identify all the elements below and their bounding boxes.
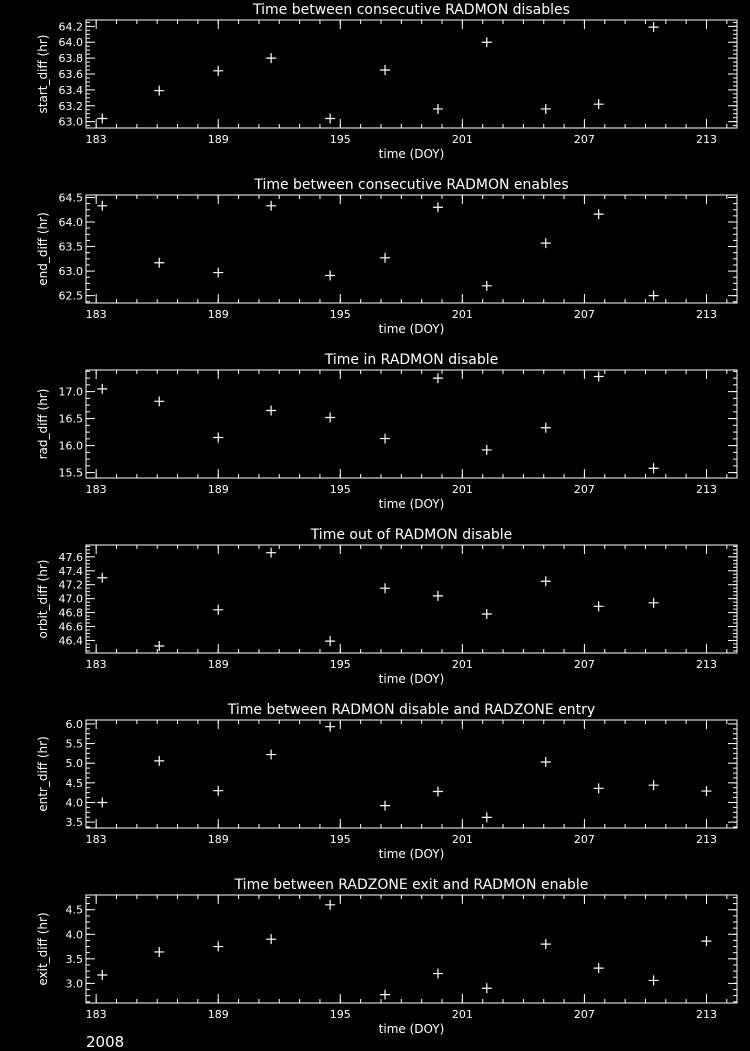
plot-frame (86, 370, 737, 478)
data-point (594, 99, 604, 109)
data-point (213, 433, 223, 443)
x-tick-label: 195 (329, 308, 351, 321)
x-tick-label: 189 (207, 1008, 229, 1021)
y-tick-label: 4.0 (65, 796, 83, 810)
year-label: 2008 (86, 1033, 125, 1051)
x-tick-label: 189 (207, 833, 229, 846)
chart-panel-3 (36, 352, 737, 511)
x-axis-label: time (DOY) (378, 1022, 445, 1036)
data-point (380, 583, 390, 593)
data-point (154, 258, 164, 268)
x-tick-label: 183 (85, 658, 107, 671)
y-tick-label: 63.2 (58, 99, 83, 113)
x-tick-label: 183 (85, 308, 107, 321)
y-tick-label: 5.0 (65, 757, 83, 771)
y-tick-label: 3.5 (65, 816, 83, 830)
x-tick-label: 201 (451, 658, 473, 671)
x-tick-label: 201 (451, 483, 473, 496)
x-axis-label: time (DOY) (378, 322, 445, 336)
chart-title: Time out of RADMON disable (310, 527, 513, 543)
x-tick-label: 183 (85, 133, 107, 146)
y-tick-label: 63.6 (58, 68, 83, 81)
data-point (541, 104, 551, 114)
y-tick-label: 64.5 (58, 191, 83, 205)
x-tick-label: 201 (451, 308, 473, 321)
data-point (541, 939, 551, 949)
y-tick-label: 47.2 (58, 578, 83, 592)
y-tick-label: 63.0 (58, 115, 83, 129)
data-point (97, 384, 107, 394)
y-axis-label: end_diff (hr) (36, 212, 50, 286)
data-point (325, 900, 335, 910)
x-tick-label: 207 (573, 483, 595, 496)
y-tick-label: 46.8 (58, 606, 83, 620)
data-point (380, 434, 390, 444)
data-point (594, 209, 604, 219)
x-tick-label: 213 (695, 833, 717, 846)
data-point (482, 983, 492, 993)
data-point (541, 238, 551, 248)
y-tick-label: 47.4 (58, 564, 83, 578)
x-tick-label: 195 (329, 658, 351, 671)
chart-panel-2 (36, 177, 737, 336)
data-point (213, 605, 223, 615)
data-point (380, 801, 390, 811)
x-tick-label: 213 (695, 133, 717, 146)
data-point (266, 548, 276, 558)
data-point (154, 756, 164, 766)
y-tick-label: 63.5 (58, 240, 83, 254)
x-tick-label: 183 (85, 1008, 107, 1021)
data-point (594, 601, 604, 611)
x-axis-label: time (DOY) (378, 672, 445, 686)
y-tick-label: 46.6 (58, 620, 83, 634)
data-point (482, 445, 492, 455)
x-axis-label: time (DOY) (378, 147, 445, 161)
plot-frame (86, 20, 737, 128)
x-tick-label: 213 (695, 483, 717, 496)
y-tick-label: 6.0 (65, 717, 83, 731)
chart-panel-5 (36, 702, 737, 861)
x-tick-label: 207 (573, 833, 595, 846)
y-tick-label: 5.5 (65, 737, 83, 751)
x-axis-label: time (DOY) (378, 497, 445, 511)
data-point (433, 969, 443, 979)
y-axis-label: entr_diff (hr) (36, 736, 50, 812)
plot-frame (86, 720, 737, 828)
chart-title: Time between consecutive RADMON disables (253, 2, 570, 18)
y-tick-label: 4.5 (65, 903, 83, 917)
y-tick-label: 64.2 (58, 20, 83, 34)
data-point (482, 609, 492, 619)
data-point (325, 271, 335, 281)
y-axis-label: start_diff (hr) (36, 34, 50, 114)
data-point (266, 750, 276, 760)
data-point (213, 786, 223, 796)
data-point (154, 947, 164, 957)
x-tick-label: 195 (329, 133, 351, 146)
data-point (482, 37, 492, 47)
y-tick-label: 47.0 (58, 592, 83, 606)
data-point (325, 636, 335, 646)
y-tick-label: 64.0 (58, 36, 83, 50)
x-tick-label: 207 (573, 308, 595, 321)
x-tick-label: 195 (329, 833, 351, 846)
x-tick-label: 183 (85, 833, 107, 846)
data-point (380, 65, 390, 75)
data-point (649, 463, 659, 473)
x-tick-label: 189 (207, 308, 229, 321)
data-point (482, 281, 492, 291)
y-tick-label: 47.6 (58, 550, 83, 564)
y-axis-label: orbit_diff (hr) (36, 559, 50, 639)
data-point (433, 104, 443, 114)
x-tick-label: 183 (85, 483, 107, 496)
x-tick-label: 207 (573, 133, 595, 146)
data-point (541, 576, 551, 586)
data-point (97, 573, 107, 583)
data-point (97, 201, 107, 211)
data-point (701, 936, 711, 946)
y-tick-label: 3.0 (65, 977, 83, 991)
y-tick-label: 17.0 (58, 385, 83, 399)
x-tick-label: 201 (451, 133, 473, 146)
data-point (380, 990, 390, 1000)
plot-frame (86, 545, 737, 653)
x-tick-label: 201 (451, 1008, 473, 1021)
data-point (594, 783, 604, 793)
chart-title: Time between RADZONE exit and RADMON enable (234, 877, 589, 893)
chart-panel-4 (36, 527, 737, 686)
y-tick-label: 46.4 (58, 634, 83, 648)
y-tick-label: 63.4 (58, 83, 83, 97)
x-tick-label: 207 (573, 658, 595, 671)
chart-title: Time between consecutive RADMON enables (254, 177, 569, 193)
data-point (97, 970, 107, 980)
data-point (649, 22, 659, 32)
plot-frame (86, 895, 737, 1003)
data-point (266, 53, 276, 63)
data-point (325, 413, 335, 423)
y-tick-label: 16.0 (58, 439, 83, 453)
data-point (154, 396, 164, 406)
data-point (325, 722, 335, 732)
data-point (325, 113, 335, 123)
data-point (213, 268, 223, 278)
data-point (433, 591, 443, 601)
y-tick-label: 63.0 (58, 265, 83, 279)
data-point (380, 253, 390, 263)
data-point (433, 786, 443, 796)
data-point (154, 86, 164, 96)
chart-title: Time between RADMON disable and RADZONE entry (227, 702, 596, 718)
data-point (213, 942, 223, 952)
x-tick-label: 213 (695, 1008, 717, 1021)
data-point (649, 780, 659, 790)
data-point (541, 423, 551, 433)
data-point (213, 66, 223, 76)
data-point (266, 201, 276, 211)
data-point (649, 291, 659, 301)
data-point (433, 202, 443, 212)
y-tick-label: 4.5 (65, 776, 83, 790)
data-point (266, 406, 276, 416)
x-tick-label: 213 (695, 308, 717, 321)
data-point (649, 975, 659, 985)
data-point (154, 641, 164, 651)
data-point (701, 786, 711, 796)
data-point (594, 963, 604, 973)
y-axis-label: exit_diff (hr) (36, 912, 50, 986)
x-tick-label: 207 (573, 1008, 595, 1021)
x-tick-label: 189 (207, 658, 229, 671)
chart-panel-1 (36, 2, 737, 161)
x-tick-label: 201 (451, 833, 473, 846)
data-point (541, 757, 551, 767)
y-tick-label: 4.0 (65, 928, 83, 942)
data-point (594, 371, 604, 381)
y-tick-label: 62.5 (58, 289, 83, 303)
data-point (97, 113, 107, 123)
y-axis-label: rad_diff (hr) (36, 388, 50, 460)
chart-panel-6 (36, 877, 737, 1036)
data-point (482, 812, 492, 822)
chart-title: Time in RADMON disable (324, 352, 499, 368)
data-point (97, 797, 107, 807)
y-tick-label: 63.8 (58, 52, 83, 66)
x-tick-label: 189 (207, 133, 229, 146)
y-tick-label: 3.5 (65, 952, 83, 966)
x-tick-label: 213 (695, 658, 717, 671)
data-point (433, 373, 443, 383)
x-tick-label: 189 (207, 483, 229, 496)
x-tick-label: 195 (329, 483, 351, 496)
x-axis-label: time (DOY) (378, 847, 445, 861)
x-tick-label: 195 (329, 1008, 351, 1021)
y-tick-label: 15.5 (58, 466, 83, 480)
y-tick-label: 16.5 (58, 412, 83, 426)
y-tick-label: 64.0 (58, 216, 83, 229)
data-point (649, 598, 659, 608)
plot-frame (86, 195, 737, 303)
data-point (266, 934, 276, 944)
